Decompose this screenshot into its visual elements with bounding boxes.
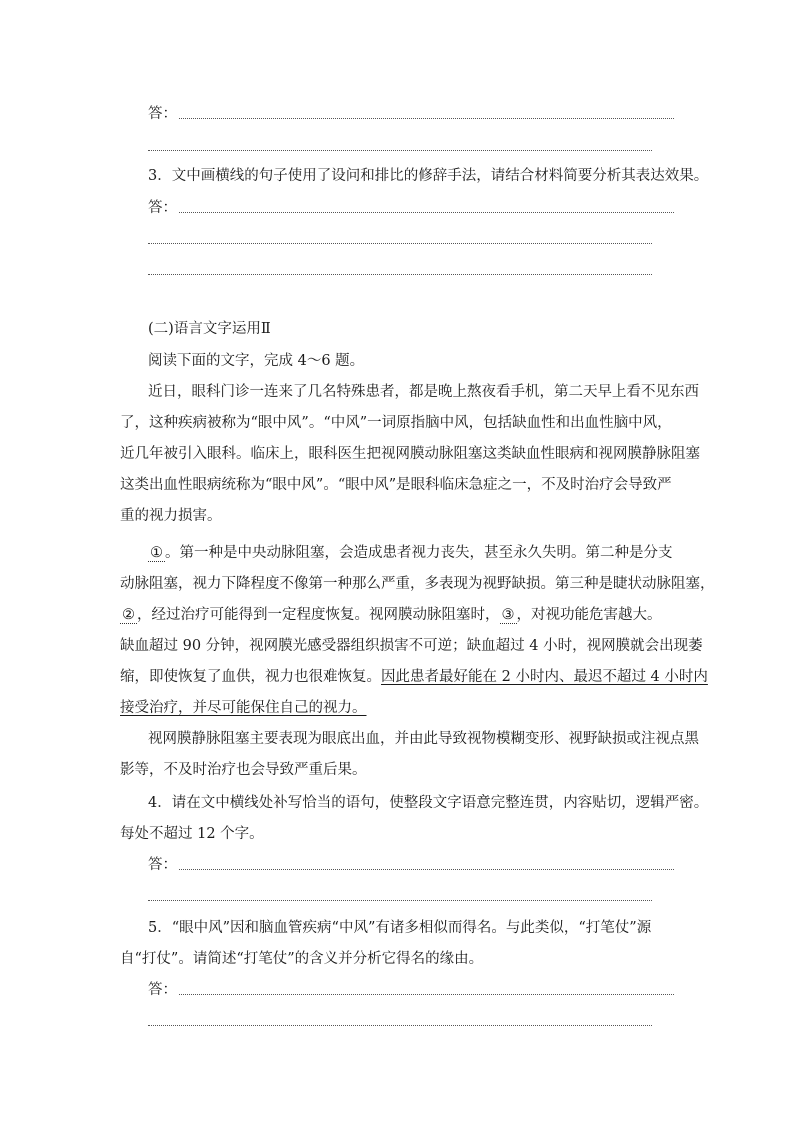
fill-blank-2[interactable]: ② (122, 607, 135, 623)
instruction: 阅读下面的文字，完成 4～6 题。 (148, 353, 365, 369)
paragraph-line: 影等，不及时治疗也会导致严重后果。 (120, 762, 367, 778)
question-5-cont: 自“打仗”。请简述“打笔仗”的含义并分析它得名的缘由。 (120, 951, 484, 967)
fill-blank-3[interactable]: ③ (501, 607, 515, 623)
paragraph-line: 重的视力损害。 (120, 508, 222, 524)
paragraph-line: 近几年被引入眼科。临床上，眼科医生把视网膜动脉阻塞这类缺血性眼病和视网膜静脉阻塞 (120, 446, 700, 462)
answer-blank-line[interactable] (148, 274, 652, 275)
question-4: 4．请在文中横线处补写恰当的语句，使整段文字语意完整连贯，内容贴切，逻辑严密。 (148, 795, 709, 811)
paragraph-line: 视网膜静脉阻塞主要表现为眼底出血，并由此导致视物模糊变形、视野缺损或注视点黑 (148, 731, 699, 747)
paragraph-line: ② ，经过治疗可能得到一定程度恢复。视网膜动脉阻塞时， ③ ，对视功能危害越大。 (122, 607, 662, 623)
question-5: 5．“眼中风”因和脑血管疾病“中风”有诸多相似而得名。与此类似，“打笔仗”源 (148, 920, 652, 936)
answer-blank-line[interactable] (148, 1025, 652, 1026)
paragraph-line: 缩，即使恢复了血供，视力也很难恢复。因此患者最好能在 2 小时内、最迟不超过 4 小时内 (120, 669, 708, 685)
paragraph-line (120, 698, 680, 718)
underlined-sentence: 接受治疗，并尽可能保住自己的视力。 (120, 700, 367, 716)
paragraph-line: 缺血超过 90 分钟，视网膜光感受器组织损害不可逆；缺血超过 4 小时，视网膜就会出现萎 (120, 638, 703, 654)
underlined-sentence: 因此患者最好能在 2 小时内、最迟不超过 4 小时内 (381, 669, 708, 685)
paragraph-line: 动脉阻塞，视力下降程度不像第一种那么严重，多表现为视野缺损。第三种是睫状动脉阻塞， (120, 576, 715, 592)
paragraph-line: ① 。第一种是中央动脉阻塞，会造成患者视力丧失，甚至永久失明。第二种是分支 (150, 545, 673, 561)
answer-line[interactable] (148, 104, 674, 124)
paragraph-line: 近日，眼科门诊一连来了几名特殊患者，都是晚上熬夜看手机，第二天早上看不见东西 (148, 384, 699, 400)
answer-line[interactable] (148, 198, 674, 218)
answer-line[interactable] (148, 855, 674, 875)
answer-label: 答： (148, 200, 177, 216)
answer-line[interactable] (148, 980, 674, 1000)
paragraph-line: 了，这种疾病被称为“眼中风”。“中风”一词原指脑中风，包括缺血性和出血性脑中风， (120, 415, 672, 431)
answer-blank-line[interactable] (148, 150, 652, 151)
question-3: 3．文中画横线的句子使用了设问和排比的修辞手法，请结合材料简要分析其表达效果。 (148, 168, 709, 184)
answer-label: 答： (148, 982, 177, 998)
question-4-cont: 每处不超过 12 个字。 (120, 826, 264, 842)
answer-label: 答： (148, 857, 177, 873)
paragraph-line: 这类出血性眼病统称为“眼中风”。“眼中风”是眼科临床急症之一，不及时治疗会导致严 (120, 477, 672, 493)
answer-blank-line[interactable] (148, 243, 652, 244)
answer-label: 答： (148, 106, 177, 122)
section-title: (二)语言文字运用Ⅱ (148, 321, 271, 337)
answer-blank-line[interactable] (148, 900, 652, 901)
fill-blank-1[interactable]: ① (150, 545, 163, 561)
